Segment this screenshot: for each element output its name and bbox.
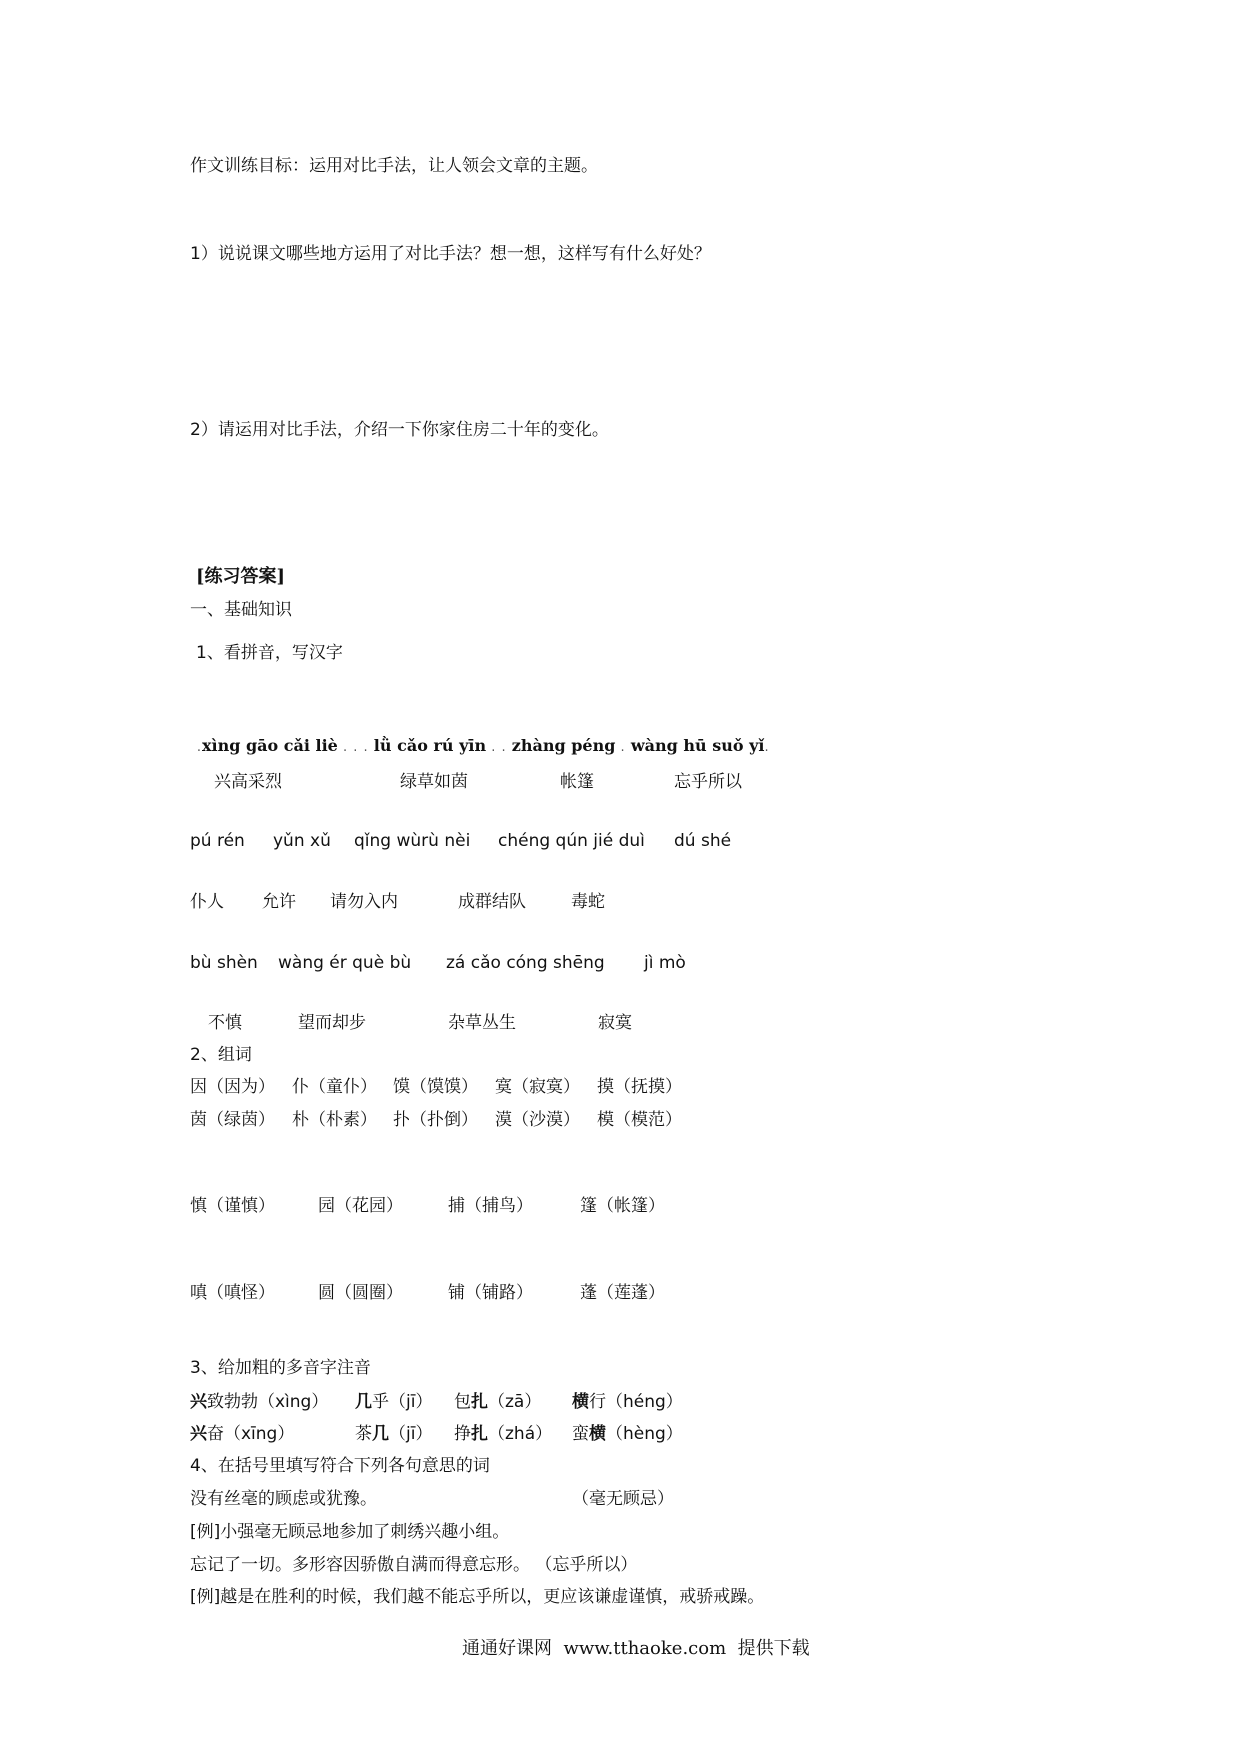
hanzi-item: 允许 (262, 892, 296, 912)
hanzi-item: 毒蛇 (571, 892, 605, 912)
word-item: 茵（绿茵） (190, 1110, 275, 1130)
pinyin-item: jì mò (644, 953, 686, 973)
pinyin-item: dú shé (674, 831, 732, 851)
poly-item: 兴致勃勃（xìng） (190, 1392, 329, 1412)
footer-text: 通通好课网 www.tthaoke.com 提供下载 (462, 1638, 810, 1659)
question-2: 2）请运用对比手法，介绍一下你家住房二十年的变化。 (190, 420, 609, 440)
answer-1: （毫无顾忌） (572, 1489, 674, 1509)
word-item: 朴（朴素） (292, 1110, 377, 1130)
definition-2: 忘记了一切。多形容因骄傲自满而得意忘形。 （忘乎所以） (190, 1555, 638, 1575)
example-2: [例]越是在胜利的时候，我们越不能忘乎所以，更应该谦虚谨慎，戒骄戒躁。 (190, 1587, 765, 1607)
word-item: 摸（抚摸） (597, 1077, 682, 1097)
hanzi-item: 望而却步 (298, 1013, 366, 1033)
pinyin-item: yǔn xǔ (273, 831, 331, 851)
pinyin-item: bù shèn (190, 953, 258, 973)
word-item: 模（模范） (597, 1110, 682, 1130)
question-1: 1）说说课文哪些地方运用了对比手法？想一想，这样写有什么好处？ (190, 244, 711, 264)
word-item: 扑（扑倒） (393, 1110, 478, 1130)
hanzi-item: 成群结队 (458, 892, 526, 912)
q2-title: 2、组词 (190, 1045, 252, 1065)
pinyin-row-1: .xìng gāo cǎi liè . . . lǜ cǎo rú yīn . . zhàng péng . wàng hū suǒ yǐ. (196, 736, 770, 755)
pinyin-item: wàng ér què bù (278, 953, 412, 973)
pinyin-item: zá cǎo cóng shēng (446, 953, 605, 973)
word-item: 仆（童仆） (292, 1077, 377, 1097)
word-item: 慎（谨慎） (190, 1196, 275, 1216)
hanzi-item: 帐篷 (560, 772, 594, 792)
word-item: 漠（沙漠） (495, 1110, 580, 1130)
hanzi-item: 忘乎所以 (674, 772, 742, 792)
hanzi-item: 请勿入内 (330, 892, 398, 912)
word-item: 嗔（嗔怪） (190, 1283, 275, 1303)
pinyin-item: xìng gāo cǎi liè (201, 736, 338, 755)
composition-goal: 作文训练目标：运用对比手法，让人领会文章的主题。 (190, 156, 598, 176)
word-item: 圆（圆圈） (318, 1283, 403, 1303)
poly-item: 兴奋（xīng） (190, 1424, 295, 1444)
word-item: 园（花园） (318, 1196, 403, 1216)
hanzi-item: 杂草丛生 (448, 1013, 516, 1033)
definition-1: 没有丝毫的顾虑或犹豫。 (190, 1489, 377, 1509)
word-item: 篷（帐篷） (580, 1196, 665, 1216)
q1-title: 1、看拼音，写汉字 (196, 643, 343, 663)
word-item: 捕（捕鸟） (448, 1196, 533, 1216)
part-1-title: 一、基础知识 (190, 600, 292, 620)
hanzi-item: 仆人 (190, 892, 224, 912)
hanzi-item: 不慎 (208, 1013, 242, 1033)
pinyin-item: lǜ cǎo rú yīn (373, 736, 487, 755)
pinyin-item: qǐng wùrù nèi (354, 831, 471, 851)
q4-title: 4、在括号里填写符合下列各句意思的词 (190, 1456, 490, 1476)
word-item: 蓬（莲蓬） (580, 1283, 665, 1303)
pinyin-item: zhàng péng (511, 736, 616, 755)
hanzi-item: 绿草如茵 (400, 772, 468, 792)
pinyin-item: wàng hū suǒ yǐ (630, 736, 765, 755)
poly-item: 挣扎（zhá） (454, 1424, 553, 1444)
poly-item: 茶几（jī） (355, 1424, 433, 1444)
word-item: 寞（寂寞） (495, 1077, 580, 1097)
word-item: 铺（铺路） (448, 1283, 533, 1303)
q3-title: 3、给加粗的多音字注音 (190, 1358, 371, 1378)
pinyin-item: chéng qún jié duì (498, 831, 645, 851)
word-item: 因（因为） (190, 1077, 275, 1097)
hanzi-item: 寂寞 (598, 1013, 632, 1033)
poly-item: 包扎（zā） (454, 1392, 542, 1412)
poly-item: 蛮横（hèng） (572, 1424, 683, 1444)
poly-item: 横行（héng） (572, 1392, 683, 1412)
hanzi-item: 兴高采烈 (214, 772, 282, 792)
pinyin-item: pú rén (190, 831, 245, 851)
word-item: 馍（馍馍） (393, 1077, 478, 1097)
example-1: [例]小强毫无顾忌地参加了刺绣兴趣小组。 (190, 1522, 510, 1542)
poly-item: 几乎（jī） (355, 1392, 433, 1412)
answers-heading: [练习答案] (196, 566, 286, 587)
